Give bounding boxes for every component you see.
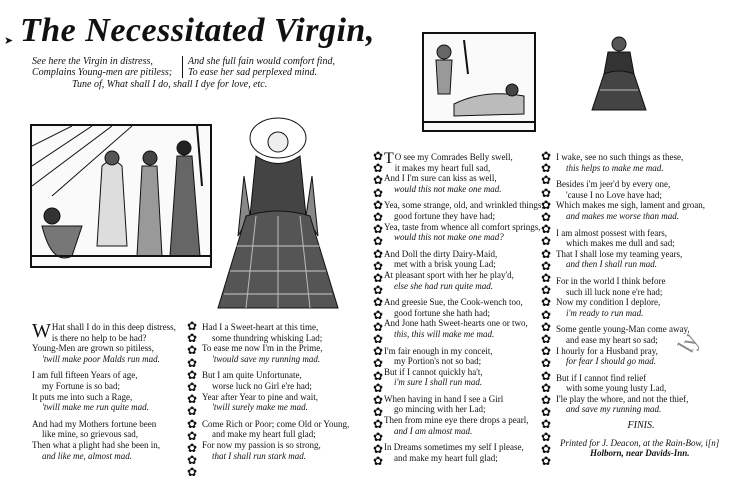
woodcut-group-scene xyxy=(30,124,212,268)
verse-line: good fortune they have had; xyxy=(394,210,495,221)
verse-line: go mincing with her Lad; xyxy=(394,404,486,415)
verse-line: Now my condition I deplore, xyxy=(556,297,661,308)
verse-line: And Doll the dirty Dairy-Maid, xyxy=(384,248,498,259)
verse-line: Young-Men are grown so pitiless, xyxy=(32,343,154,354)
stanza xyxy=(384,346,538,388)
column-3 xyxy=(384,150,544,469)
drop-cap: T xyxy=(384,150,394,167)
woodcut-bed-scene xyxy=(422,32,536,132)
verse-line: And greesie Sue, the Cook-wench too, xyxy=(384,297,523,308)
verse-line: would this not make one mad. xyxy=(394,183,502,194)
verse-line: In Dreams sometimes my self I please, xyxy=(384,442,524,453)
woodcut-group-scene-drawing xyxy=(32,126,210,266)
verse-line: 'twould save my running mad. xyxy=(212,353,321,364)
subtitle-divider xyxy=(182,56,183,78)
verse-line: I am almost possest with fears, xyxy=(556,227,667,238)
stanza xyxy=(556,276,726,318)
verse-line: and like me, almost mad. xyxy=(42,450,132,461)
finis: FINIS. xyxy=(627,420,655,432)
subtitle-right-line-1: And she full fain would comfort find, xyxy=(188,56,335,67)
stanza xyxy=(384,200,544,243)
margin-arrow-icon: ➤ xyxy=(4,35,14,47)
verse-line: I hourly for a Husband pray, xyxy=(556,345,658,356)
verse-line: Yea, taste from whence all comfort springs, xyxy=(384,221,541,232)
verse-line: is there no help to be had? xyxy=(51,332,147,343)
verse-line: it makes my heart full sad, xyxy=(394,162,491,173)
stanza xyxy=(556,373,726,415)
subtitle-right xyxy=(188,56,335,78)
verse-line: such ill luck none e're had; xyxy=(566,286,663,297)
stanza xyxy=(32,370,182,412)
verse-line: 'twill make me run quite mad. xyxy=(42,402,149,413)
verse-line: Then from mine eye there drops a pearl, xyxy=(384,415,529,426)
verse-line: some thundring whisking Lad; xyxy=(212,332,323,343)
verse-line: good fortune she hath had; xyxy=(394,307,490,318)
imprint-line-2: Holborn, near Davids-Inn. xyxy=(590,448,690,459)
column-4 xyxy=(556,152,726,459)
subtitle-left xyxy=(32,56,172,78)
stanza xyxy=(32,419,182,461)
stanza xyxy=(384,394,538,436)
subtitle-right-line-2: To ease her sad perplexed mind. xyxy=(188,67,318,78)
ornament-divider-3: ✿ ✿ ✿ ✿ ✿ ✿ ✿ ✿ ✿ ✿ ✿ ✿ ✿ ✿ ✿ ✿ ✿ ✿ ✿ ✿ ✿ ✿ ✿ ✿ ✿ ✿ xyxy=(540,149,552,469)
verse-line: At pleasant sport with her he play'd, xyxy=(384,269,514,280)
column-2 xyxy=(202,322,366,467)
verse-line: It puts me into such a Rage, xyxy=(32,391,133,402)
verse-line: But I am quite Unfortunate, xyxy=(202,370,302,381)
verse-line: To ease me now I'm in the Prime, xyxy=(202,343,323,354)
imprint-line-1: Printed for J. Deacon, at the Rain-Bow, i[n] xyxy=(560,437,720,448)
verse-line: 'twill surely make me mad. xyxy=(212,402,308,413)
verse-line: for fear I should go mad. xyxy=(566,356,656,367)
verse-line: and make my heart full glad; xyxy=(394,452,498,463)
stanza xyxy=(32,322,182,364)
verse-line: which makes me dull and sad; xyxy=(566,238,675,249)
verse-line: Yea, some strange, old, and wrinkled things, xyxy=(384,200,544,211)
column-1 xyxy=(32,322,182,467)
verse-line: Besides i'm jeer'd by every one, xyxy=(556,179,671,190)
verse-line: When having in hand I see a Girl xyxy=(384,393,504,404)
handwritten-margin-note: ly xyxy=(673,330,704,356)
stanza xyxy=(384,249,538,291)
stanza xyxy=(556,179,726,221)
page-title: The Necessitated Virgin, xyxy=(20,12,375,49)
drop-cap: W xyxy=(32,320,51,342)
verse-line: I'le play the whore, and not the thief, xyxy=(556,393,689,404)
verse-line: That I shall lose my teaming years, xyxy=(556,248,683,259)
verse-line: Come Rich or Poor; come Old or Young, xyxy=(202,418,350,429)
ornament-divider-2: ✿ ✿ ✿ ✿ ✿ ✿ ✿ ✿ ✿ ✿ ✿ ✿ ✿ ✿ ✿ ✿ ✿ ✿ ✿ ✿ ✿ ✿ ✿ ✿ ✿ ✿ xyxy=(372,149,384,469)
verse-line: and I am almost mad. xyxy=(394,425,473,436)
stanza xyxy=(202,370,366,412)
verse-line: Had I a Sweet-heart at this time, xyxy=(202,322,319,332)
verse-line: and save my running mad. xyxy=(566,404,662,415)
verse-line: I'm fair enough in my conceit, xyxy=(384,345,493,356)
verse-line: met with a brisk young Lad; xyxy=(394,259,496,270)
stanza xyxy=(556,152,726,173)
verse-line: Then what a plight had she been in, xyxy=(32,439,160,450)
woodcut-small-lady xyxy=(590,34,648,112)
verse-line: else she had run quite mad. xyxy=(394,280,493,291)
subtitle-left-line-2: Complains Young-men are pitiless; xyxy=(32,67,173,78)
woodcut-bed-scene-drawing xyxy=(424,34,534,130)
verse-line: worse luck no Girl e're had; xyxy=(212,380,312,391)
verse-line: For in the world I think before xyxy=(556,275,666,286)
verse-line: For now my passion is so strong, xyxy=(202,439,321,450)
verse-line: and then I shall run mad. xyxy=(566,259,657,270)
verse-line: But if I cannot find relief xyxy=(556,372,647,383)
verse-line: I wake, see no such things as these, xyxy=(556,152,684,162)
verse-line: Some gentle young-Man come away, xyxy=(556,324,690,335)
verse-line: this, this will make me mad. xyxy=(394,328,495,339)
ornament-divider-1: ✿ ✿ ✿ ✿ ✿ ✿ ✿ ✿ ✿ ✿ ✿ ✿ ✿ xyxy=(186,319,198,480)
verse-line: and ease my heart so sad; xyxy=(566,334,658,345)
woodcut-lady xyxy=(216,116,340,312)
verse-line: like mine, so grievous sad, xyxy=(42,429,138,440)
verse-line: i'm ready to run mad. xyxy=(566,307,644,318)
verse-line: Hat shall I do in this deep distress, xyxy=(51,322,176,332)
tune-line: Tune of, What shall I do, shall I dye for love, etc. xyxy=(72,79,268,90)
verse-line: 'cause I no Love have had; xyxy=(566,189,662,200)
verse-line: i'm sure I shall run mad. xyxy=(394,377,483,388)
verse-line: But if I cannot quickly ha't, xyxy=(384,366,483,377)
verse-line: and make my heart full glad; xyxy=(212,429,316,440)
stanza xyxy=(556,228,726,270)
verse-line: and makes me worse than mad. xyxy=(566,210,679,221)
verse-line: Which makes me sigh, lament and groan, xyxy=(556,200,705,211)
verse-line: And Jone hath Sweet-hearts one or two, xyxy=(384,318,528,329)
verse-line: my Fortune is so bad; xyxy=(42,380,120,391)
verse-line: O see my Comrades Belly swell, xyxy=(394,152,513,162)
verse-line: Year after Year to pine and wait, xyxy=(202,391,319,402)
verse-line: this helps to make me mad. xyxy=(566,162,664,173)
woodcut-small-lady-drawing xyxy=(590,34,648,112)
stanza xyxy=(384,297,538,339)
stanza xyxy=(384,152,538,194)
verse-line: And had my Mothers fortune been xyxy=(32,418,157,429)
verse-line: I am full fifteen Years of age, xyxy=(32,370,138,381)
subtitle-left-line-1: See here the Virgin in distress, xyxy=(32,56,153,67)
verse-line: would this not make one mad? xyxy=(394,232,504,243)
verse-line: my Portion's not so bad; xyxy=(394,356,482,367)
stanza xyxy=(202,419,366,461)
verse-line: with some young lusty Lad, xyxy=(566,383,667,394)
woodcut-lady-drawing xyxy=(216,116,340,312)
stanza xyxy=(202,322,366,364)
verse-line: that I shall run stark mad. xyxy=(212,450,307,461)
verse-line: And I I'm sure can kiss as well, xyxy=(384,173,497,184)
stanza xyxy=(384,442,538,463)
verse-line: 'twill make poor Malds run mad. xyxy=(42,353,160,364)
